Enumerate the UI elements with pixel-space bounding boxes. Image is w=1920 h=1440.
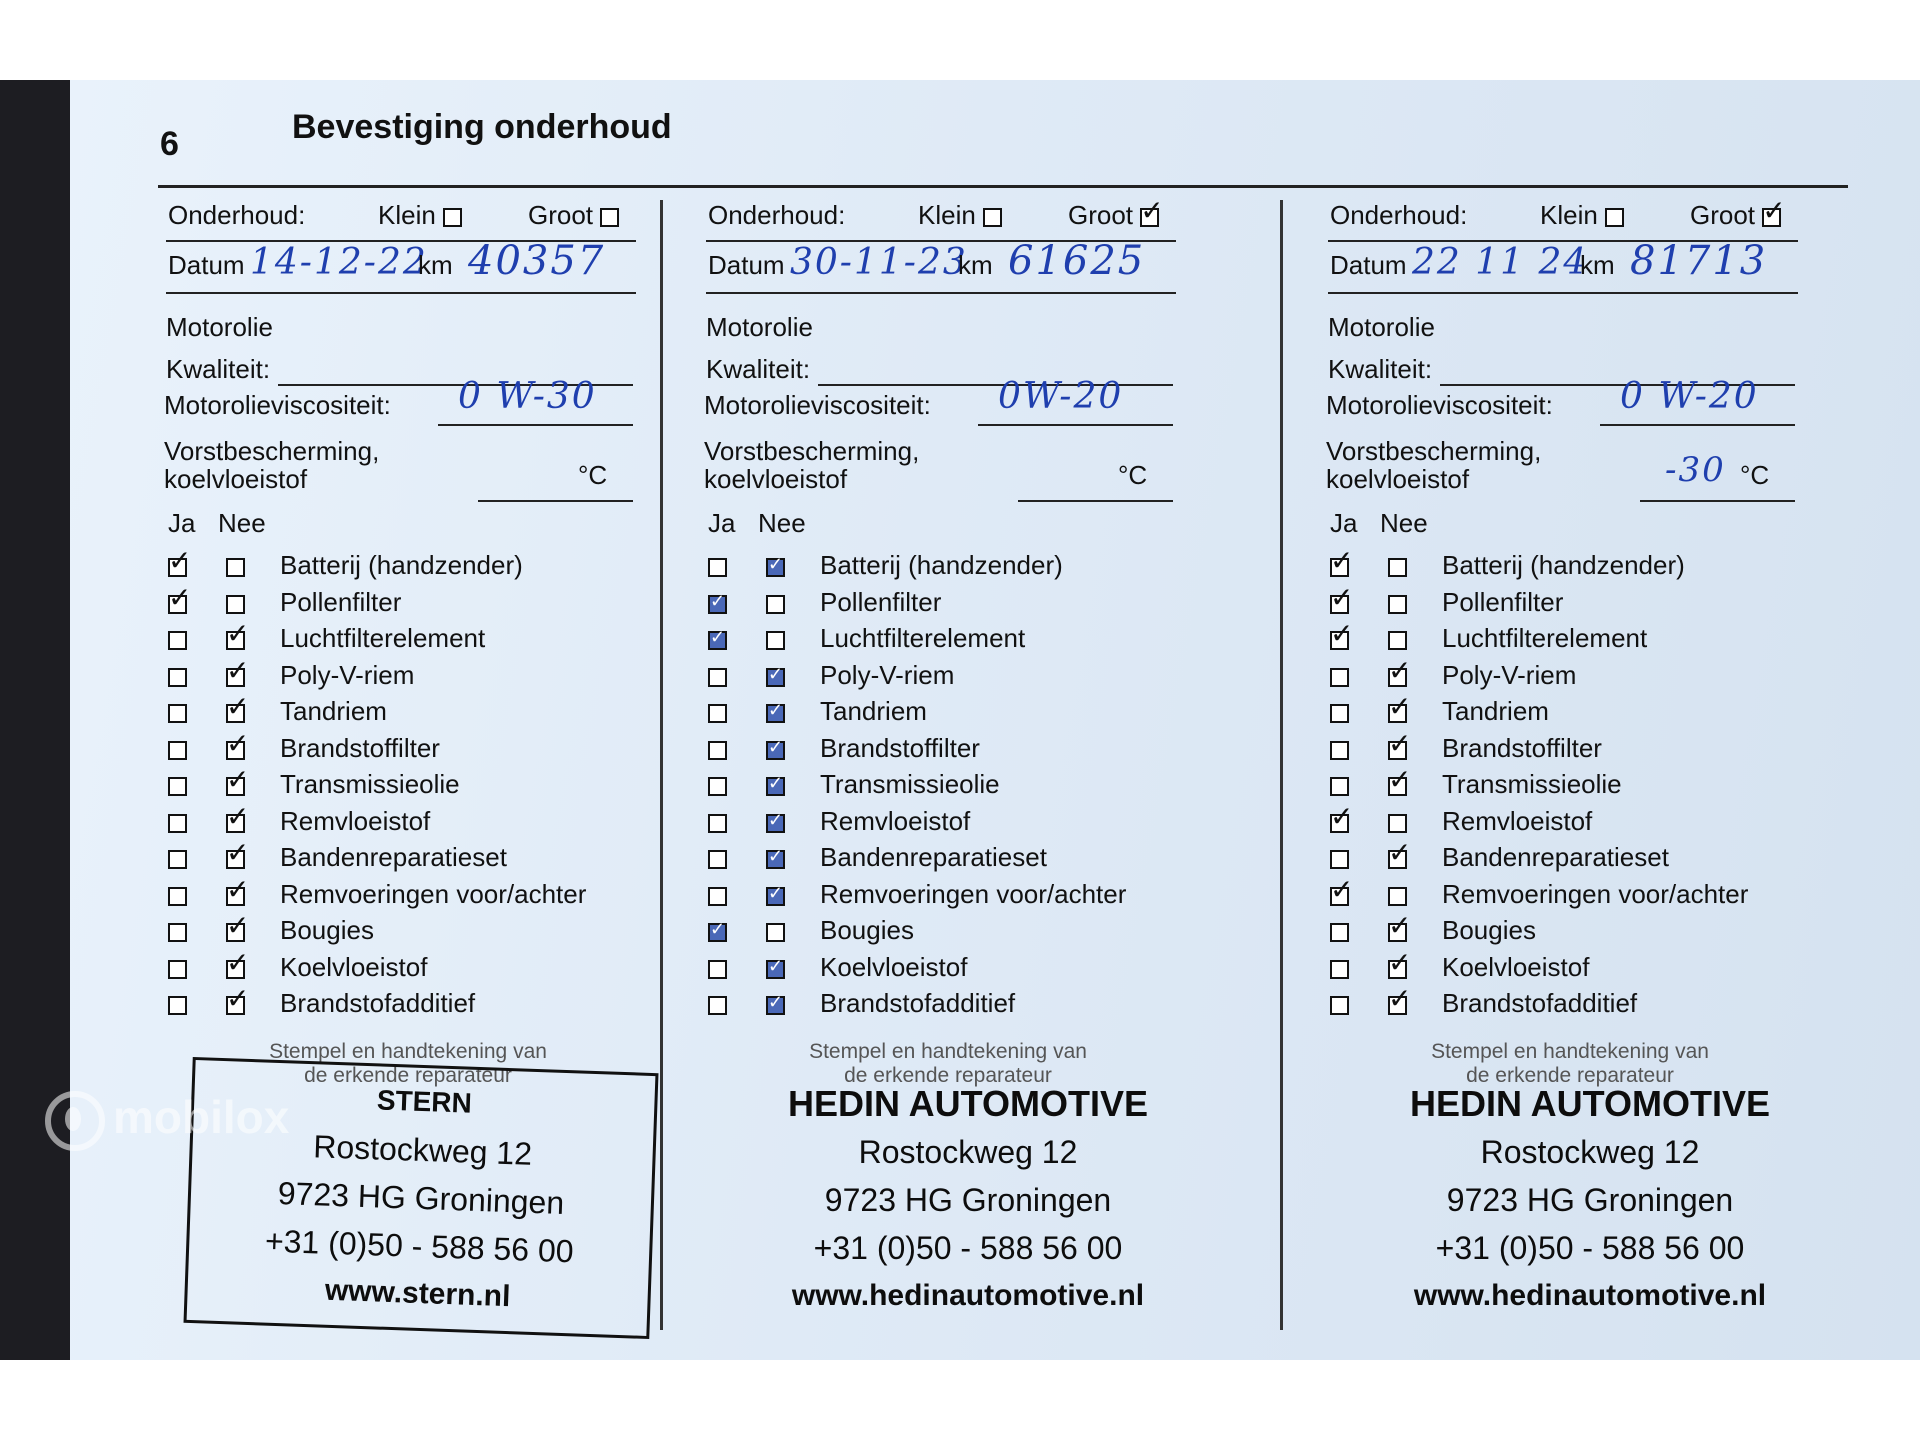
kwaliteit-label: Kwaliteit: — [1328, 354, 1433, 384]
item-label: Brandstofadditief — [1442, 988, 1638, 1018]
title-rule — [158, 185, 1848, 188]
stamp-web: www.hedinautomotive.nl — [1413, 1279, 1767, 1312]
stamp-web: www.hedinautomotive.nl — [791, 1279, 1145, 1312]
onderhoud-label: Onderhoud: — [1330, 200, 1468, 230]
groot-label: Groot — [528, 200, 619, 231]
motorolie-label: Motorolie — [706, 312, 813, 342]
item-label: Bandenreparatieset — [280, 842, 507, 872]
nee-checkbox[interactable] — [1388, 996, 1407, 1015]
item-label: Brandstoffilter — [820, 732, 980, 763]
item-label: Remvoeringen voor/achter — [1442, 878, 1749, 909]
nee-checkbox[interactable] — [1388, 595, 1407, 614]
item-label: Poly-V-riem — [280, 659, 415, 690]
item-label: Remvoeringen voor/achter — [280, 878, 587, 909]
vorst-label-1: Vorstbescherming, — [1326, 436, 1542, 466]
item-label: Remvloeistof — [280, 805, 431, 836]
item-label: Tandriem — [1442, 696, 1549, 726]
groot-checkbox[interactable] — [1762, 208, 1781, 227]
ja-checkbox[interactable] — [1330, 960, 1349, 979]
item-label: Pollenfilter — [1442, 586, 1564, 617]
ja-checkbox[interactable] — [708, 741, 727, 760]
vorst-label-1: Vorstbescherming, — [704, 436, 920, 466]
item-label: Luchtfilterelement — [1442, 623, 1648, 653]
stamp-street: Rostockweg 12 — [858, 1134, 1078, 1170]
item-label: Koelvloeistof — [820, 951, 968, 982]
km-value: 81713 — [1630, 238, 1768, 284]
ja-checkbox[interactable] — [708, 595, 727, 614]
nee-checkbox[interactable] — [1388, 960, 1407, 979]
ja-checkbox[interactable] — [1330, 777, 1349, 796]
vorst-rule — [1640, 500, 1795, 502]
item-label: Koelvloeistof — [280, 951, 428, 982]
ja-checkbox[interactable] — [708, 814, 727, 833]
ja-checkbox[interactable] — [168, 814, 187, 833]
page-number: 6 — [160, 125, 179, 163]
nee-checkbox[interactable] — [1388, 777, 1407, 796]
item-label: Bandenreparatieset — [1442, 842, 1669, 872]
ja-checkbox[interactable] — [708, 850, 727, 869]
nee-checkbox[interactable] — [766, 704, 785, 723]
item-label: Tandriem — [820, 696, 927, 726]
viscositeit-value: 0 W-30 — [458, 376, 597, 417]
celsius-label: °C — [1740, 460, 1770, 490]
km-label: km — [418, 250, 453, 280]
item-label: Pollenfilter — [820, 586, 942, 617]
stamp-street: Rostockweg 12 — [312, 1128, 533, 1172]
workshop-stamp — [738, 1080, 1198, 1320]
klein-checkbox[interactable] — [443, 208, 462, 227]
nee-checkbox[interactable] — [1388, 814, 1407, 833]
viscositeit-rule — [978, 424, 1173, 426]
nee-checkbox[interactable] — [766, 741, 785, 760]
item-label: Batterij (handzender) — [280, 550, 523, 580]
ja-checkbox[interactable] — [708, 996, 727, 1015]
nee-checkbox[interactable] — [1388, 741, 1407, 760]
ja-checkbox[interactable] — [1330, 887, 1349, 906]
watermark-logo-icon — [45, 1091, 105, 1151]
vorst-label-2: koelvloeistof — [164, 464, 308, 494]
stamp-city: 9723 HG Groningen — [1446, 1182, 1734, 1218]
nee-header: Nee — [218, 508, 266, 538]
viscositeit-label: Motorolieviscositeit: — [704, 390, 931, 420]
datum-rule — [1328, 292, 1798, 294]
ja-checkbox[interactable] — [708, 668, 727, 687]
item-label: Batterij (handzender) — [1442, 550, 1685, 580]
nee-checkbox[interactable] — [226, 960, 245, 979]
workshop-stamp — [1360, 1080, 1820, 1320]
stamp-name: HEDIN AUTOMOTIVE — [1409, 1083, 1771, 1124]
ja-checkbox[interactable] — [168, 960, 187, 979]
nee-header: Nee — [1380, 508, 1428, 538]
vorst-rule — [1018, 500, 1173, 502]
nee-checkbox[interactable] — [766, 923, 785, 942]
stamp-name: HEDIN AUTOMOTIVE — [787, 1083, 1149, 1124]
kwaliteit-label: Kwaliteit: — [166, 354, 271, 384]
stamp-phone: +31 (0)50 - 588 56 00 — [264, 1222, 575, 1270]
klein-checkbox[interactable] — [983, 208, 1002, 227]
motorolie-label: Motorolie — [166, 312, 273, 342]
onderhoud-label: Onderhoud: — [168, 200, 306, 230]
nee-checkbox[interactable] — [226, 558, 245, 577]
ja-header: Ja — [168, 508, 196, 538]
ja-checkbox[interactable] — [168, 887, 187, 906]
celsius-label: °C — [1118, 460, 1148, 490]
ja-checkbox[interactable] — [168, 777, 187, 796]
item-label: Remvoeringen voor/achter — [820, 878, 1127, 909]
item-label: Luchtfilterelement — [280, 623, 486, 653]
ja-checkbox[interactable] — [1330, 850, 1349, 869]
ja-checkbox[interactable] — [708, 631, 727, 650]
nee-checkbox[interactable] — [1388, 668, 1407, 687]
nee-checkbox[interactable] — [766, 595, 785, 614]
nee-checkbox[interactable] — [766, 887, 785, 906]
datum-value: 14-12-22 — [250, 242, 428, 283]
ja-checkbox[interactable] — [708, 923, 727, 942]
item-label: Transmissieolie — [1442, 769, 1622, 799]
maintenance-booklet-page — [70, 80, 1920, 1360]
nee-checkbox[interactable] — [766, 668, 785, 687]
stamp-web: www.stern.nl — [324, 1273, 511, 1314]
nee-checkbox[interactable] — [1388, 887, 1407, 906]
nee-checkbox[interactable] — [766, 850, 785, 869]
vorst-label-2: koelvloeistof — [704, 464, 848, 494]
watermark: mobilox — [45, 1090, 289, 1151]
nee-checkbox[interactable] — [226, 704, 245, 723]
stamp-phone: +31 (0)50 - 588 56 00 — [813, 1230, 1123, 1266]
klein-label: Klein — [918, 200, 1002, 231]
km-value: 40357 — [468, 238, 606, 284]
viscositeit-label: Motorolieviscositeit: — [164, 390, 391, 420]
item-label: Brandstofadditief — [280, 988, 476, 1018]
viscositeit-value: 0 W-20 — [1620, 376, 1759, 417]
nee-checkbox[interactable] — [1388, 558, 1407, 577]
item-label: Batterij (handzender) — [820, 550, 1063, 580]
datum-rule — [706, 292, 1176, 294]
item-label: Brandstoffilter — [1442, 732, 1602, 763]
ja-checkbox[interactable] — [168, 558, 187, 577]
ja-checkbox[interactable] — [708, 960, 727, 979]
nee-checkbox[interactable] — [226, 777, 245, 796]
ja-checkbox[interactable] — [168, 631, 187, 650]
item-label: Koelvloeistof — [1442, 951, 1590, 982]
ja-header: Ja — [708, 508, 736, 538]
datum-label: Datum — [168, 250, 245, 280]
item-label: Poly-V-riem — [1442, 659, 1577, 690]
datum-label: Datum — [1330, 250, 1407, 280]
ja-checkbox[interactable] — [1330, 814, 1349, 833]
celsius-label: °C — [578, 460, 608, 490]
ja-checkbox[interactable] — [168, 668, 187, 687]
nee-checkbox[interactable] — [226, 741, 245, 760]
ja-checkbox[interactable] — [1330, 923, 1349, 942]
nee-checkbox[interactable] — [226, 595, 245, 614]
nee-checkbox[interactable] — [226, 850, 245, 869]
item-label: Bandenreparatieset — [820, 842, 1047, 872]
ja-checkbox[interactable] — [168, 850, 187, 869]
nee-checkbox[interactable] — [1388, 850, 1407, 869]
ja-checkbox[interactable] — [1330, 704, 1349, 723]
stamp-note: Stempel en handtekening van de erkende reparateur — [269, 1040, 547, 1087]
klein-label: Klein — [378, 200, 462, 231]
item-label: Bougies — [280, 915, 374, 945]
viscositeit-value: 0W-20 — [998, 376, 1124, 417]
nee-checkbox[interactable] — [1388, 923, 1407, 942]
nee-checkbox[interactable] — [766, 558, 785, 577]
groot-label: Groot ✓ — [1690, 200, 1781, 231]
column-divider — [1280, 200, 1283, 1330]
groot-label: Groot ✓ — [1068, 200, 1159, 231]
ja-checkbox[interactable] — [168, 923, 187, 942]
klein-checkbox[interactable] — [1605, 208, 1624, 227]
ja-checkbox[interactable] — [168, 741, 187, 760]
vorst-rule — [478, 500, 633, 502]
stamp-phone: +31 (0)50 - 588 56 00 — [1435, 1230, 1745, 1266]
datum-label: Datum — [708, 250, 785, 280]
ja-checkbox[interactable] — [1330, 595, 1349, 614]
item-label: Tandriem — [280, 696, 387, 726]
ja-header: Ja — [1330, 508, 1358, 538]
ja-checkbox[interactable] — [708, 887, 727, 906]
datum-rule — [166, 292, 636, 294]
ja-checkbox[interactable] — [708, 704, 727, 723]
nee-checkbox[interactable] — [226, 814, 245, 833]
motorolie-label: Motorolie — [1328, 312, 1435, 342]
vorst-label-2: koelvloeistof — [1326, 464, 1470, 494]
nee-checkbox[interactable] — [766, 777, 785, 796]
ja-checkbox[interactable] — [168, 996, 187, 1015]
stamp-name: STERN — [376, 1084, 473, 1119]
nee-checkbox[interactable] — [766, 814, 785, 833]
ja-checkbox[interactable] — [1330, 668, 1349, 687]
item-label: Luchtfilterelement — [820, 623, 1026, 653]
stamp-note: Stempel en handtekening van de erkende reparateur — [809, 1040, 1087, 1087]
ja-checkbox[interactable] — [1330, 996, 1349, 1015]
stamp-city: 9723 HG Groningen — [277, 1175, 565, 1221]
nee-checkbox[interactable] — [1388, 704, 1407, 723]
ja-checkbox[interactable] — [1330, 558, 1349, 577]
stamp-street: Rostockweg 12 — [1480, 1134, 1700, 1170]
nee-checkbox[interactable] — [766, 631, 785, 650]
onderhoud-label: Onderhoud: — [708, 200, 846, 230]
km-label: km — [958, 250, 993, 280]
item-label: Remvloeistof — [820, 805, 971, 836]
item-label: Poly-V-riem — [820, 659, 955, 690]
ja-checkbox[interactable] — [708, 777, 727, 796]
ja-checkbox[interactable] — [168, 704, 187, 723]
klein-label: Klein — [1540, 200, 1624, 231]
viscositeit-rule — [438, 424, 633, 426]
nee-checkbox[interactable] — [226, 887, 245, 906]
stamp-city: 9723 HG Groningen — [824, 1182, 1112, 1218]
vorst-value: -30 — [1665, 450, 1726, 490]
ja-checkbox[interactable] — [708, 558, 727, 577]
item-label: Transmissieolie — [280, 769, 460, 799]
item-label: Transmissieolie — [820, 769, 1000, 799]
ja-checkbox[interactable] — [1330, 631, 1349, 650]
groot-checkbox[interactable] — [1140, 208, 1159, 227]
item-label: Brandstofadditief — [820, 988, 1016, 1018]
item-label: Brandstoffilter — [280, 732, 440, 763]
nee-checkbox[interactable] — [226, 631, 245, 650]
viscositeit-label: Motorolieviscositeit: — [1326, 390, 1553, 420]
datum-value: 22 11 24 — [1412, 242, 1589, 283]
nee-checkbox[interactable] — [1388, 631, 1407, 650]
item-label: Pollenfilter — [280, 586, 402, 617]
stamp-note: Stempel en handtekening van de erkende reparateur — [1431, 1040, 1709, 1087]
viscositeit-rule — [1600, 424, 1795, 426]
nee-checkbox[interactable] — [226, 996, 245, 1015]
nee-checkbox[interactable] — [226, 668, 245, 687]
nee-checkbox[interactable] — [766, 996, 785, 1015]
page-title: Bevestiging onderhoud — [292, 108, 672, 146]
datum-value: 30-11-23 — [790, 242, 968, 283]
groot-checkbox[interactable] — [600, 208, 619, 227]
nee-header: Nee — [758, 508, 806, 538]
nee-checkbox[interactable] — [226, 923, 245, 942]
ja-checkbox[interactable] — [1330, 741, 1349, 760]
column-divider — [660, 200, 663, 1330]
km-value: 61625 — [1008, 238, 1146, 284]
km-label: km — [1580, 250, 1615, 280]
photo-background — [0, 80, 1920, 1360]
item-label: Remvloeistof — [1442, 805, 1593, 836]
ja-checkbox[interactable] — [168, 595, 187, 614]
item-label: Bougies — [820, 915, 914, 945]
item-label: Bougies — [1442, 915, 1536, 945]
nee-checkbox[interactable] — [766, 960, 785, 979]
kwaliteit-label: Kwaliteit: — [706, 354, 811, 384]
vorst-label-1: Vorstbescherming, — [164, 436, 380, 466]
